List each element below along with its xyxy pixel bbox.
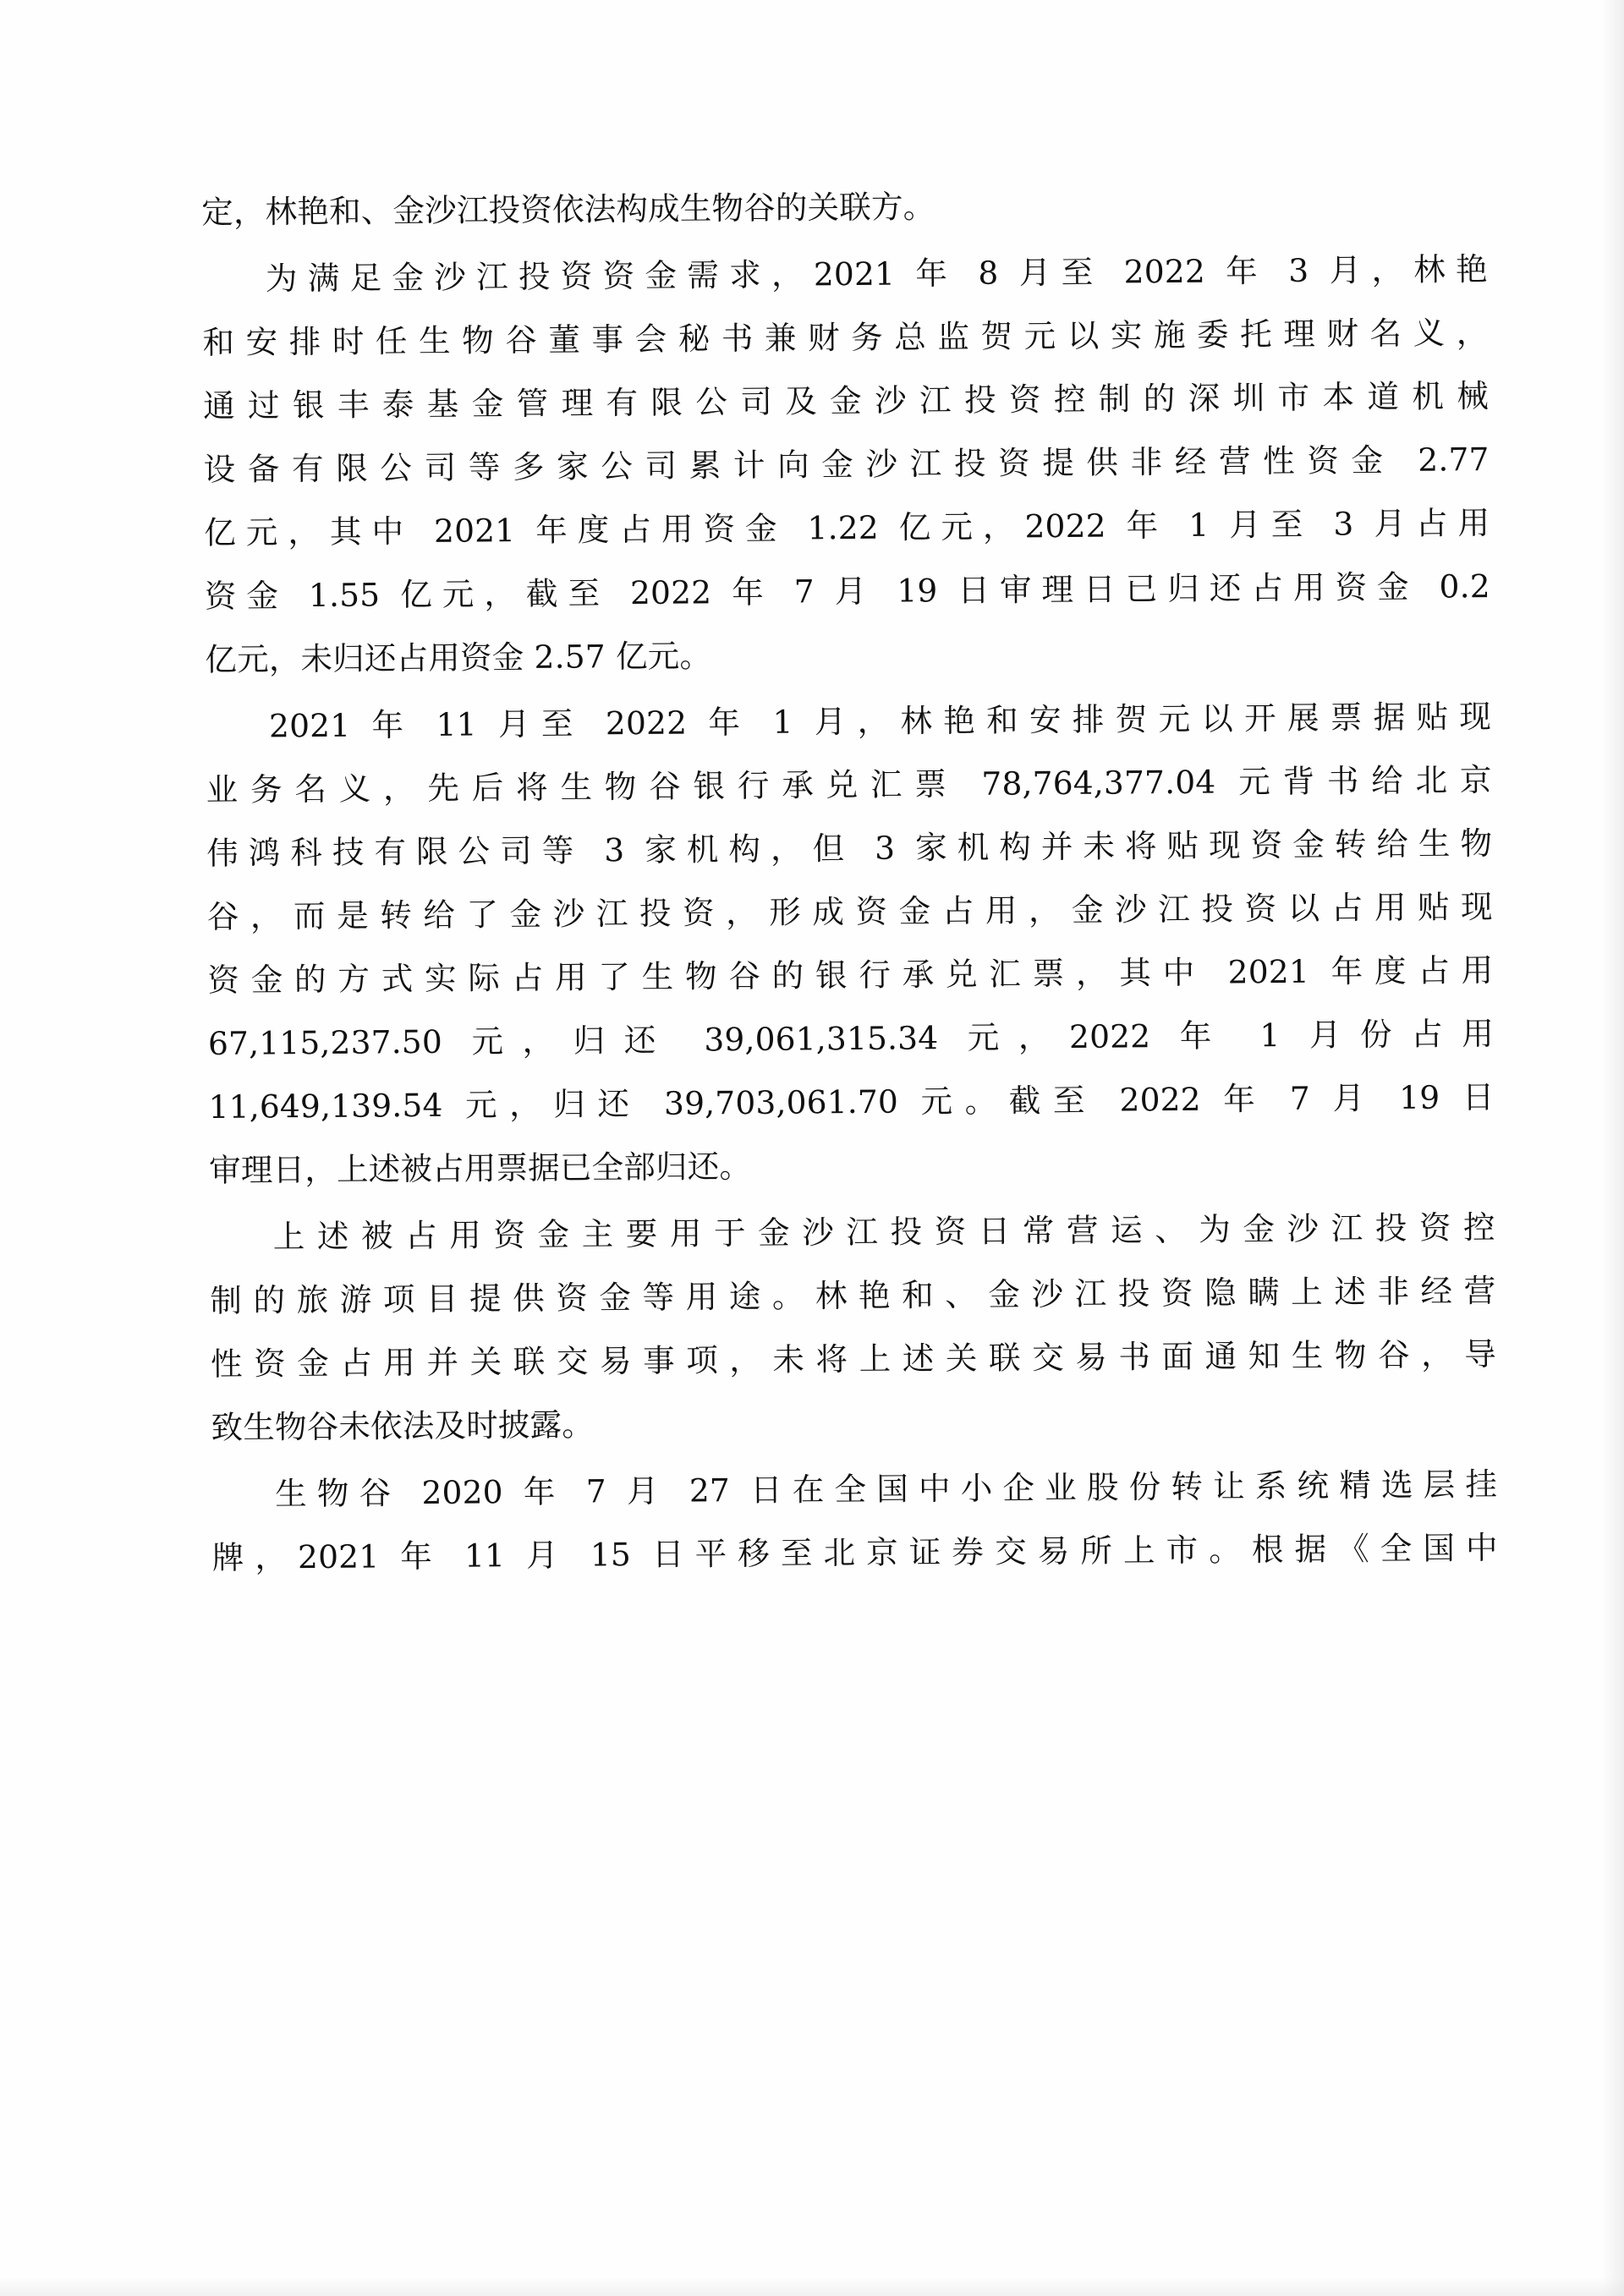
text-line: 67,115,237.50 元，归还 39,061,315.34 元，2022 年 1 月份占用 bbox=[207, 1015, 1495, 1062]
text-line: 设备有限公司等多家公司累计向金沙江投资提供非经营性资金 2.77 bbox=[203, 441, 1490, 488]
text-line: 资金 1.55 亿元，截至 2022 年 7 月 19 日审理日已归还占用资金 0.2 bbox=[204, 567, 1490, 615]
text-line: 审理日，上述被占用票据已全部归还。 bbox=[209, 1147, 752, 1189]
text-line: 生物谷 2020 年 7 月 27 日在全国中小企业股份转让系统精选层挂 bbox=[275, 1466, 1498, 1513]
paragraph bbox=[206, 685, 1495, 1203]
text-line: 为满足金沙江投资资金需求，2021 年 8 月至 2022 年 3 月，林艳 bbox=[265, 250, 1489, 298]
document-text-column bbox=[201, 171, 1498, 1593]
text-line: 致生物谷未依法及时披露。 bbox=[211, 1406, 595, 1446]
text-line: 制的旅游项目提供资金等用途。林艳和、金沙江投资隐瞒上述非经营 bbox=[210, 1272, 1496, 1319]
text-line: 牌，2021 年 11 月 15 日平移至北京证券交易所上市。根据《全国中 bbox=[211, 1529, 1498, 1576]
text-line: 亿元，未归还占用资金 2.57 亿元。 bbox=[205, 637, 712, 678]
text-line: 业务名义，先后将生物谷银行承兑汇票 78,764,377.04 元背书给北京 bbox=[206, 761, 1492, 808]
paragraph bbox=[202, 238, 1491, 692]
text-line: 定，林艳和、金沙江投资依法构成生物谷的关联方。 bbox=[201, 188, 935, 231]
text-line: 11,649,139.54 元，归还 39,703,061.70 元。截至 2022 年 7 月 19 日 bbox=[208, 1078, 1495, 1126]
text-line: 资金的方式实际占用了生物谷的银行承兑汇票，其中 2021 年度占用 bbox=[207, 951, 1494, 999]
text-line: 谷，而是转给了金沙江投资，形成资金占用，金沙江投资以占用贴现 bbox=[206, 888, 1493, 935]
text-line: 亿元，其中 2021 年度占用资金 1.22 亿元，2022 年 1 月至 3 月占用 bbox=[204, 504, 1490, 551]
text-line: 2021 年 11 月至 2022 年 1 月，林艳和安排贺元以开展票据贴现 bbox=[268, 698, 1492, 745]
text-line: 伟鸿科技有限公司等 3 家机构，但 3 家机构并未将贴现资金转给生物 bbox=[206, 825, 1493, 872]
scan-edge-shading-right bbox=[1602, 0, 1624, 2296]
paragraph bbox=[211, 1453, 1498, 1590]
text-line: 性资金占用并关联交易事项，未将上述关联交易书面通知生物谷，导 bbox=[210, 1335, 1497, 1383]
scan-edge-shading-bottom bbox=[0, 2277, 1624, 2296]
text-line: 上述被占用资金主要用于金沙江投资日常营运、为金沙江投资控 bbox=[272, 1208, 1495, 1256]
text-line: 和安排时任生物谷董事会秘书兼财务总监贺元以实施委托理财名义， bbox=[202, 314, 1489, 361]
paragraph bbox=[201, 171, 1488, 244]
paragraph bbox=[210, 1196, 1497, 1460]
text-line: 通过银丰泰基金管理有限公司及金沙江投资控制的深圳市本道机械 bbox=[202, 377, 1490, 425]
